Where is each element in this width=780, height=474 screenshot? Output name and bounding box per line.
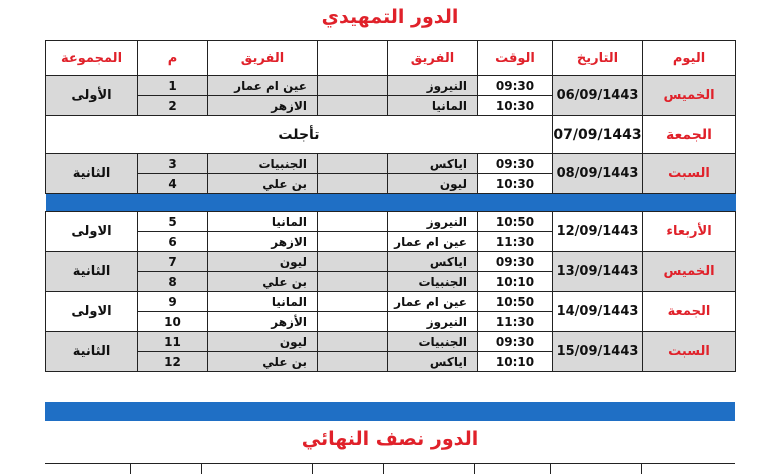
day-cell: السبت	[643, 332, 736, 372]
match-number-cell: 3	[138, 154, 208, 174]
match-number-cell: 5	[138, 212, 208, 232]
match-number-cell: 9	[138, 292, 208, 312]
team-a-cell: الجنبيات	[388, 332, 478, 352]
team-a-cell: الجنبيات	[388, 272, 478, 292]
team-a-cell: النيروز	[388, 312, 478, 332]
column-divider	[474, 464, 550, 474]
column-divider	[201, 464, 312, 474]
time-cell: 09:30	[478, 154, 553, 174]
match-number-cell: 12	[138, 352, 208, 372]
team-b-cell: المانيا	[208, 212, 318, 232]
team-b-cell: الازهر	[208, 232, 318, 252]
blank-cell	[318, 252, 388, 272]
header-blank	[318, 41, 388, 76]
blank-cell	[318, 272, 388, 292]
date-cell: 13/09/1443	[553, 252, 643, 292]
time-cell: 11:30	[478, 232, 553, 252]
schedule-table	[45, 40, 736, 372]
column-divider	[383, 464, 474, 474]
team-b-cell: عين ام عمار	[208, 76, 318, 96]
team-b-cell: الأزهر	[208, 312, 318, 332]
match-number-cell: 7	[138, 252, 208, 272]
time-cell: 10:10	[478, 352, 553, 372]
table-row	[46, 252, 736, 272]
team-b-cell: بن علي	[208, 174, 318, 194]
header-num: م	[138, 41, 208, 76]
team-a-cell: اياكس	[388, 154, 478, 174]
header-team-a: الفريق	[388, 41, 478, 76]
time-cell: 09:30	[478, 252, 553, 272]
header-date: التاريخ	[553, 41, 643, 76]
group-cell: الثانية	[46, 332, 138, 372]
team-a-cell: المانيا	[388, 96, 478, 116]
day-cell: السبت	[643, 154, 736, 194]
date-cell: 06/09/1443	[553, 76, 643, 116]
team-b-cell: ليون	[208, 252, 318, 272]
day-cell: الجمعة	[643, 292, 736, 332]
group-cell: الاولى	[46, 212, 138, 252]
blank-cell	[318, 76, 388, 96]
separator-band	[46, 194, 736, 212]
table-row	[46, 116, 736, 154]
table-row	[46, 212, 736, 232]
day-cell: الأربعاء	[643, 212, 736, 252]
blank-cell	[318, 312, 388, 332]
day-cell: الجمعة	[643, 116, 736, 154]
match-number-cell: 8	[138, 272, 208, 292]
blank-cell	[318, 212, 388, 232]
time-cell: 10:30	[478, 174, 553, 194]
time-cell: 10:50	[478, 292, 553, 312]
day-cell: الخميس	[643, 252, 736, 292]
header-day: اليوم	[643, 41, 736, 76]
group-cell: الثانية	[46, 154, 138, 194]
date-cell: 08/09/1443	[553, 154, 643, 194]
day-cell: الخميس	[643, 76, 736, 116]
team-a-cell: النيروز	[388, 76, 478, 96]
postponed-note: تأجلت	[46, 116, 553, 154]
team-a-cell: عين ام عمار	[388, 232, 478, 252]
column-divider	[312, 464, 383, 474]
blank-cell	[318, 232, 388, 252]
blank-cell	[318, 352, 388, 372]
time-cell: 09:30	[478, 76, 553, 96]
table-row	[46, 154, 736, 174]
team-a-cell: ليون	[388, 174, 478, 194]
semifinal-table-top	[45, 463, 735, 474]
team-b-cell: بن علي	[208, 272, 318, 292]
table-row	[46, 332, 736, 352]
date-cell: 15/09/1443	[553, 332, 643, 372]
semifinal-round-title: الدور نصف النهائي	[301, 428, 479, 450]
match-number-cell: 11	[138, 332, 208, 352]
time-cell: 10:50	[478, 212, 553, 232]
table-row	[46, 292, 736, 312]
team-b-cell: بن علي	[208, 352, 318, 372]
separator-band	[45, 402, 735, 421]
column-divider	[130, 464, 201, 474]
group-cell: الاولى	[46, 292, 138, 332]
team-b-cell: الازهر	[208, 96, 318, 116]
date-cell: 12/09/1443	[553, 212, 643, 252]
team-a-cell: اياكس	[388, 252, 478, 272]
date-cell: 14/09/1443	[553, 292, 643, 332]
team-a-cell: النيروز	[388, 212, 478, 232]
team-b-cell: المانيا	[208, 292, 318, 312]
group-cell: الثانية	[46, 252, 138, 292]
blank-cell	[318, 332, 388, 352]
match-number-cell: 2	[138, 96, 208, 116]
blank-cell	[318, 292, 388, 312]
blank-cell	[318, 96, 388, 116]
time-cell: 10:30	[478, 96, 553, 116]
header-row	[46, 41, 736, 76]
preliminary-round-title: الدور التمهيدي	[321, 6, 459, 28]
time-cell: 11:30	[478, 312, 553, 332]
header-team-b: الفريق	[208, 41, 318, 76]
table-row	[46, 76, 736, 96]
team-a-cell: عين ام عمار	[388, 292, 478, 312]
column-divider	[550, 464, 641, 474]
time-cell: 10:10	[478, 272, 553, 292]
match-number-cell: 10	[138, 312, 208, 332]
group-cell: الأولى	[46, 76, 138, 116]
blank-cell	[318, 174, 388, 194]
match-number-cell: 6	[138, 232, 208, 252]
team-b-cell: الجنبيات	[208, 154, 318, 174]
header-group: المجموعة	[46, 41, 138, 76]
match-number-cell: 4	[138, 174, 208, 194]
column-divider	[641, 464, 735, 474]
header-time: الوقت	[478, 41, 553, 76]
team-b-cell: ليون	[208, 332, 318, 352]
blank-cell	[318, 154, 388, 174]
time-cell: 09:30	[478, 332, 553, 352]
date-cell: 07/09/1443	[553, 116, 643, 154]
match-number-cell: 1	[138, 76, 208, 96]
team-a-cell: اياكس	[388, 352, 478, 372]
